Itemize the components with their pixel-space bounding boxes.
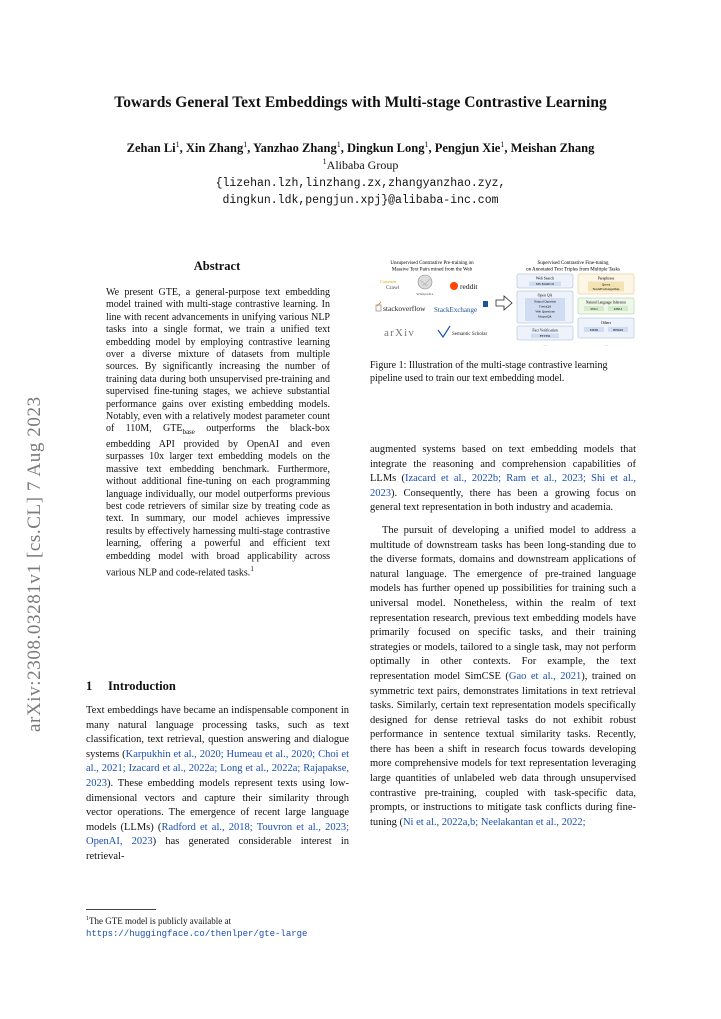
author-name: Xin Zhang bbox=[185, 141, 244, 156]
svg-text:SNLI: SNLI bbox=[590, 306, 598, 311]
svg-text:Natural Language Inference: Natural Language Inference bbox=[585, 300, 627, 305]
paragraph: The pursuit of developing a unified model to address a multitude of downstream tasks has been long-standing due to the diverse formats, domains and downstream applications of natural language. The emergence of pre-trained language models has further opened up possibilities for training such a universal model. Nonetheless, within the realm of text representation research, previous text embedding models have primarily focused on specific tasks, and their training strategies or models, tailored to a single task, may not perform optimally in other contexts. For example, the text representation model SimCSE (Gao et al., 2021), trained on symmetric text pairs, demonstrates limitations in text retrieval tasks. Similarly, certain text representation models specifically designed for dense retrieval tasks do not exhibit robust performance in sentence textual similarity tasks. Recently, there has been a shift in research focus towards developing more comprehensive models for text representation leveraging large quantities of unlabeled web data through unsupervised contrastive pre-training, coupled with task-specific data, prompts, or instructions to mitigate task conflicts during fine-tuning (Ni et al., 2022a,b; Neelakantan et al., 2022; bbox=[370, 524, 636, 828]
svg-text:MS MARCO: MS MARCO bbox=[535, 282, 555, 286]
svg-text:Semantic Scholar: Semantic Scholar bbox=[452, 332, 488, 337]
svg-text:Fact Verification: Fact Verification bbox=[532, 328, 558, 333]
arxiv-stamp bbox=[24, 322, 46, 742]
paragraph: augmented systems based on text embedding models that integrate the reasoning and comprehension capabilities of LLMs (Izacard et al., 2022b; Ram et al., 2023; Shi et al., 2023). Consequently, there has been a growing focus on general text representation in both industry and academia. bbox=[370, 444, 636, 514]
arrow-right-icon bbox=[496, 296, 512, 310]
svg-text:StackExchangeDup: StackExchangeDup bbox=[592, 287, 620, 291]
section-heading: 1 Introduction bbox=[86, 679, 176, 693]
arxiv-logo bbox=[384, 327, 415, 339]
svg-text:stackoverflow: stackoverflow bbox=[383, 304, 426, 313]
author-emails bbox=[0, 175, 721, 209]
paragraph: Text embeddings have became an indispensable component in many natural language processing tasks, such as text classification, text retrieval, question answering and dialogue systems (Karpukhin et al., 2020; Humeau et al., 2020; Choi et al., 2021; Izacard et al., 2022a; Long et al., 2022a; Rajapakse, 2023). These embedding models represent texts using low-dimensional vectors and capture their similarity through vector operations. The emergence of recent large language models (LLMs) (Radford et al., 2018; Touvron et al., 2023; OpenAI, 2023) has generated considerable interest in retrieval- bbox=[86, 705, 350, 862]
citation-link[interactable]: Gao et al., 2021 bbox=[508, 670, 582, 682]
task-box-fact-verification bbox=[517, 326, 573, 340]
svg-text:TriviaQA: TriviaQA bbox=[538, 304, 552, 309]
intro-column-right bbox=[370, 443, 636, 830]
svg-text:Open QA: Open QA bbox=[537, 293, 553, 298]
pipeline-diagram bbox=[370, 258, 636, 354]
svg-text:MNLI: MNLI bbox=[613, 306, 623, 311]
paper-title: Towards General Text Embeddings with Multi-stage Contrastive Learning bbox=[114, 94, 607, 111]
abstract-heading: Abstract bbox=[193, 259, 241, 273]
footnote: $^1$The GTE model is publicly available at https://huggingface.co/thenlper/gte-large bbox=[86, 916, 308, 939]
wikipedia-logo bbox=[416, 275, 433, 296]
author-name: Meishan Zhang bbox=[510, 141, 595, 156]
stackexchange-logo bbox=[434, 301, 488, 314]
citation-link[interactable]: Karpukhin et al., 2020; Humeau et al., 2020; Choi et al., 2021; Izacard et al., 2022a; Long et al., 2022a; Rajapakse, 2023 bbox=[86, 748, 350, 789]
svg-text:Natural Question: Natural Question bbox=[534, 299, 556, 304]
task-box-nli bbox=[578, 298, 634, 314]
svg-text:Web Search: Web Search bbox=[535, 276, 555, 281]
svg-text:BERRI: BERRI bbox=[613, 327, 623, 332]
semantic-scholar-logo bbox=[438, 326, 487, 337]
svg-text:Web Questions: Web Questions bbox=[535, 309, 555, 314]
arxiv-id: arXiv:2308.03281v1 [cs.CL] 7 Aug 2023 bbox=[24, 396, 45, 732]
figure-1 bbox=[370, 258, 636, 354]
affiliation: $^1$Alibaba Group bbox=[322, 157, 399, 172]
svg-text:arXiv: arXiv bbox=[384, 327, 416, 339]
footnote-rule bbox=[86, 909, 156, 910]
svg-text:reddit: reddit bbox=[460, 282, 478, 291]
svg-text:FEVER: FEVER bbox=[539, 334, 551, 338]
figure-caption: Figure 1: Illustration of the multi-stage contrastive learning pipeline used to train our text embedding model. bbox=[370, 360, 608, 384]
left-stage-title: Massive Text Pairs mined from the Web bbox=[391, 267, 473, 273]
svg-text:...: ... bbox=[543, 342, 547, 347]
left-stage-title: Unsupervised Contrastive Pre-training on bbox=[390, 261, 474, 266]
footnote-url[interactable]: https://huggingface.co/thenlper/gte-large bbox=[86, 929, 308, 939]
citation-link[interactable]: Ni et al., 2022a,b; Neelakantan et al., 2022; bbox=[402, 816, 586, 828]
svg-text:HotpotQA: HotpotQA bbox=[538, 314, 552, 319]
common-crawl-logo bbox=[380, 279, 400, 291]
task-box-others bbox=[578, 318, 634, 338]
email-line: dingkun.ldk,pengjun.xpj}@alibaba-inc.com bbox=[222, 194, 499, 207]
svg-text:Others: Others bbox=[600, 321, 612, 325]
author-name: Pengjun Xie bbox=[434, 141, 501, 156]
right-stage-title: Supervised Contrastive Fine-tuning bbox=[537, 261, 609, 266]
author-name: Yanzhao Zhang bbox=[253, 141, 337, 156]
reddit-logo bbox=[450, 282, 478, 291]
task-box-web-search bbox=[517, 274, 573, 288]
svg-text:Paraphrase: Paraphrase bbox=[597, 276, 615, 281]
email-line: {lizehan.lzh,linzhang.zx,zhangyanzhao.zyz, bbox=[215, 177, 506, 190]
svg-text:Quora: Quora bbox=[601, 282, 611, 287]
task-box-open-qa bbox=[517, 291, 573, 323]
svg-text:Wikipedia: Wikipedia bbox=[416, 292, 434, 296]
author-name: Zehan Li bbox=[126, 141, 176, 156]
citation-link[interactable]: Izacard et al., 2022b; Ram et al., 2023; Shi et al., 2023 bbox=[370, 473, 636, 499]
citation-link[interactable]: Radford et al., 2018; Touvron et al., 2023; OpenAI, 2023 bbox=[86, 821, 349, 848]
task-box-paraphrase bbox=[578, 274, 634, 294]
author-list: Zehan Li$^1$, Xin Zhang$^1$, Yanzhao Zhang$^1$, Dingkun Long$^1$, Pengjun Xie$^1$, Meishan Zhang bbox=[126, 140, 595, 156]
svg-text:Common: Common bbox=[380, 279, 397, 284]
svg-text:MEDI: MEDI bbox=[589, 327, 599, 332]
abstract-text: We present GTE, a general-purpose text embedding model trained with multi-stage contrastive learning. In line with recent advancements in unifying various NLP tasks into a single format, we train a unified text embedding model by employing contrastive learning over a diverse mixture of datasets from multiple sources. By significantly increasing the number of training data during both unsupervised pre-training and supervised fine-tuning stages, we achieve substantial performance gains over existing embedding models. Notably, even with a relatively modest parameter count of 110M, $GTE_{base}$ outperforms the black-box embedding API provided by OpenAI and even surpasses 10x larger text embedding models on the massive text embedding benchmark. Furthermore, without additional fine-tuning on each programming language individually, our model outperforms previous best code retrievers of similar size by treating code as text. In summary, our model achieves impressive results by effectively harnessing multi-stage contrastive learning, offering a powerful and efficient text embedding model with broad applicability across various NLP and code-related tasks.$^1$ bbox=[106, 287, 330, 579]
intro-column-left bbox=[86, 704, 349, 865]
stackoverflow-logo bbox=[376, 302, 426, 313]
svg-text:...: ... bbox=[604, 342, 608, 347]
author-name: Dingkun Long bbox=[347, 141, 425, 156]
svg-text:StackExchange: StackExchange bbox=[434, 306, 478, 314]
right-stage-title: on Annotated Text Triples from Multiple Tasks bbox=[526, 267, 620, 273]
svg-text:Crawl: Crawl bbox=[386, 285, 400, 291]
